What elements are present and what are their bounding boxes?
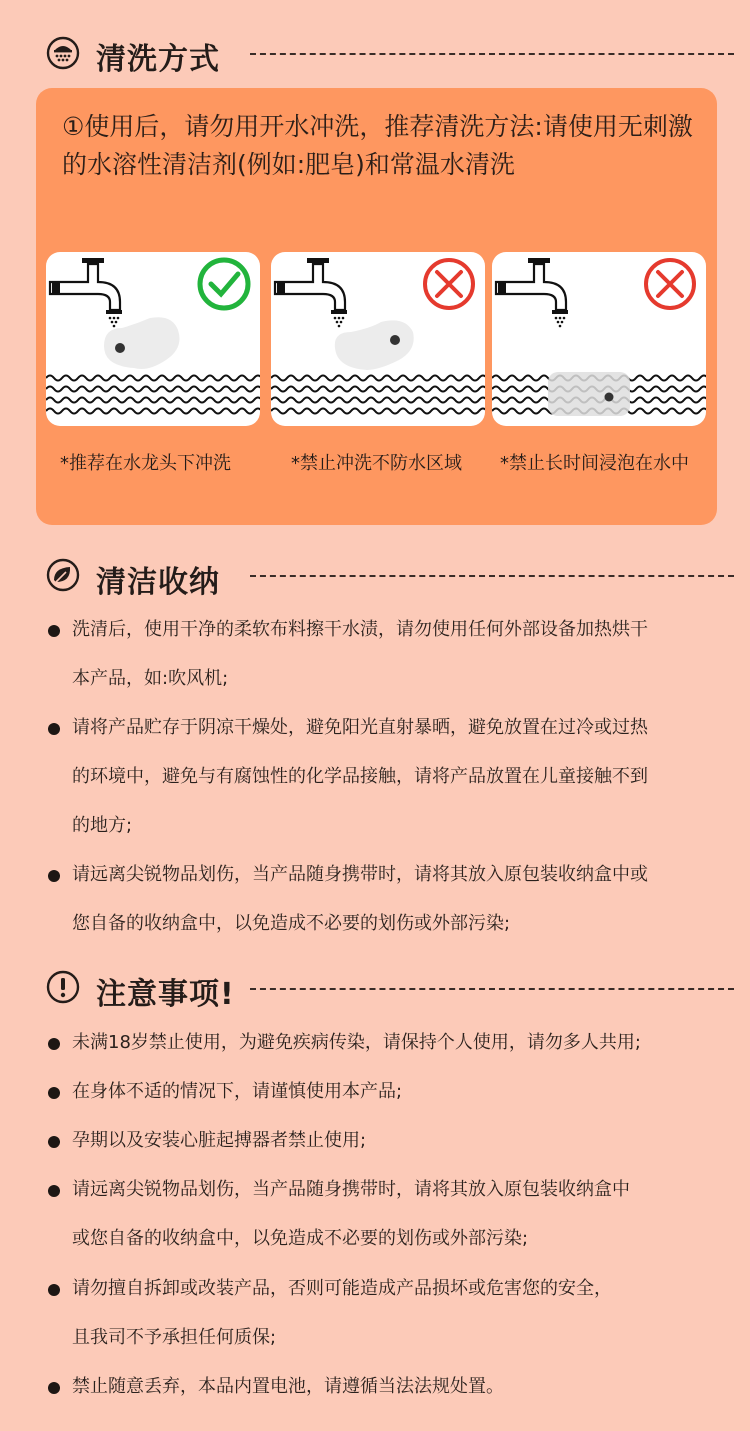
divider bbox=[250, 53, 734, 55]
item-text: 请勿擅自拆卸或改装产品，否则可能造成产品损坏或危害您的安全， bbox=[72, 1278, 612, 1299]
item-text: 未满18岁禁止使用，为避免疾病传染，请保持个人使用，请勿多人共用; bbox=[72, 1032, 641, 1053]
bullet-dot bbox=[48, 1382, 60, 1394]
faucet-icon bbox=[496, 258, 568, 327]
water-waves-icon bbox=[46, 376, 260, 414]
item-text: 请远离尖锐物品划伤，当产品随身携带时，请将其放入原包装收纳盒中或 bbox=[72, 864, 648, 885]
item-text: 本产品，如:吹风机; bbox=[72, 668, 229, 689]
exclamation-icon bbox=[46, 970, 80, 1004]
bullet-dot bbox=[48, 1038, 60, 1050]
item-text: 的地方; bbox=[72, 815, 133, 836]
cross-icon bbox=[425, 260, 473, 308]
section-title: 清洗方式 bbox=[96, 42, 220, 77]
faucet-icon bbox=[275, 258, 347, 327]
bullet-dot bbox=[48, 1136, 60, 1148]
item-text: 在身体不适的情况下，请谨慎使用本产品; bbox=[72, 1081, 403, 1102]
caption: *推荐在水龙头下冲洗 bbox=[60, 453, 231, 474]
card-no-soaking bbox=[492, 252, 706, 426]
section-title: 注意事项! bbox=[96, 977, 235, 1012]
item-text: 请远离尖锐物品划伤，当产品随身携带时，请将其放入原包装收纳盒中 bbox=[72, 1179, 630, 1200]
water-waves-icon bbox=[271, 376, 485, 414]
product-image bbox=[548, 372, 630, 416]
item-text: 且我司不予承担任何质保; bbox=[72, 1327, 277, 1348]
leaf-icon bbox=[46, 558, 80, 592]
bullet-dot bbox=[48, 723, 60, 735]
product-image bbox=[104, 317, 180, 369]
check-icon bbox=[200, 260, 248, 308]
item-text: 禁止随意丢弃，本品内置电池，请遵循当法法规处置。 bbox=[72, 1376, 504, 1397]
item-text: 的环境中，避免与有腐蚀性的化学品接触，请将产品放置在儿童接触不到 bbox=[72, 766, 648, 787]
bullet-dot bbox=[48, 1087, 60, 1099]
faucet-icon bbox=[50, 258, 122, 327]
shower-icon bbox=[46, 36, 80, 70]
caption: *禁止冲洗不防水区域 bbox=[291, 453, 462, 474]
card-no-rinse-nonwaterproof bbox=[271, 252, 485, 426]
divider bbox=[250, 575, 734, 577]
divider bbox=[250, 988, 734, 990]
item-text: 请将产品贮存于阴凉干燥处，避免阳光直射暴晒，避免放置在过冷或过热 bbox=[72, 717, 648, 738]
caption: *禁止长时间浸泡在水中 bbox=[500, 453, 689, 474]
card-rinse-under-tap bbox=[46, 252, 260, 426]
item-text: 孕期以及安装心脏起搏器者禁止使用; bbox=[72, 1130, 367, 1151]
item-text: 洗清后，使用干净的柔软布料擦干水渍，请勿使用任何外部设备加热烘干 bbox=[72, 619, 648, 640]
product-image bbox=[335, 320, 414, 370]
bullet-dot bbox=[48, 1284, 60, 1296]
section-title: 清洁收纳 bbox=[96, 565, 220, 600]
item-text: 或您自备的收纳盒中，以免造成不必要的划伤或外部污染; bbox=[72, 1228, 529, 1249]
bullet-dot bbox=[48, 625, 60, 637]
bullet-dot bbox=[48, 1185, 60, 1197]
cross-icon bbox=[646, 260, 694, 308]
bullet-dot bbox=[48, 870, 60, 882]
item-text: 您自备的收纳盒中，以免造成不必要的划伤或外部污染; bbox=[72, 913, 511, 934]
instruction-text: ①使用后，请勿用开水冲洗，推荐清洗方法:请使用无刺激的水溶性清洁剂(例如:肥皂)和常温水清洗 bbox=[62, 112, 693, 179]
